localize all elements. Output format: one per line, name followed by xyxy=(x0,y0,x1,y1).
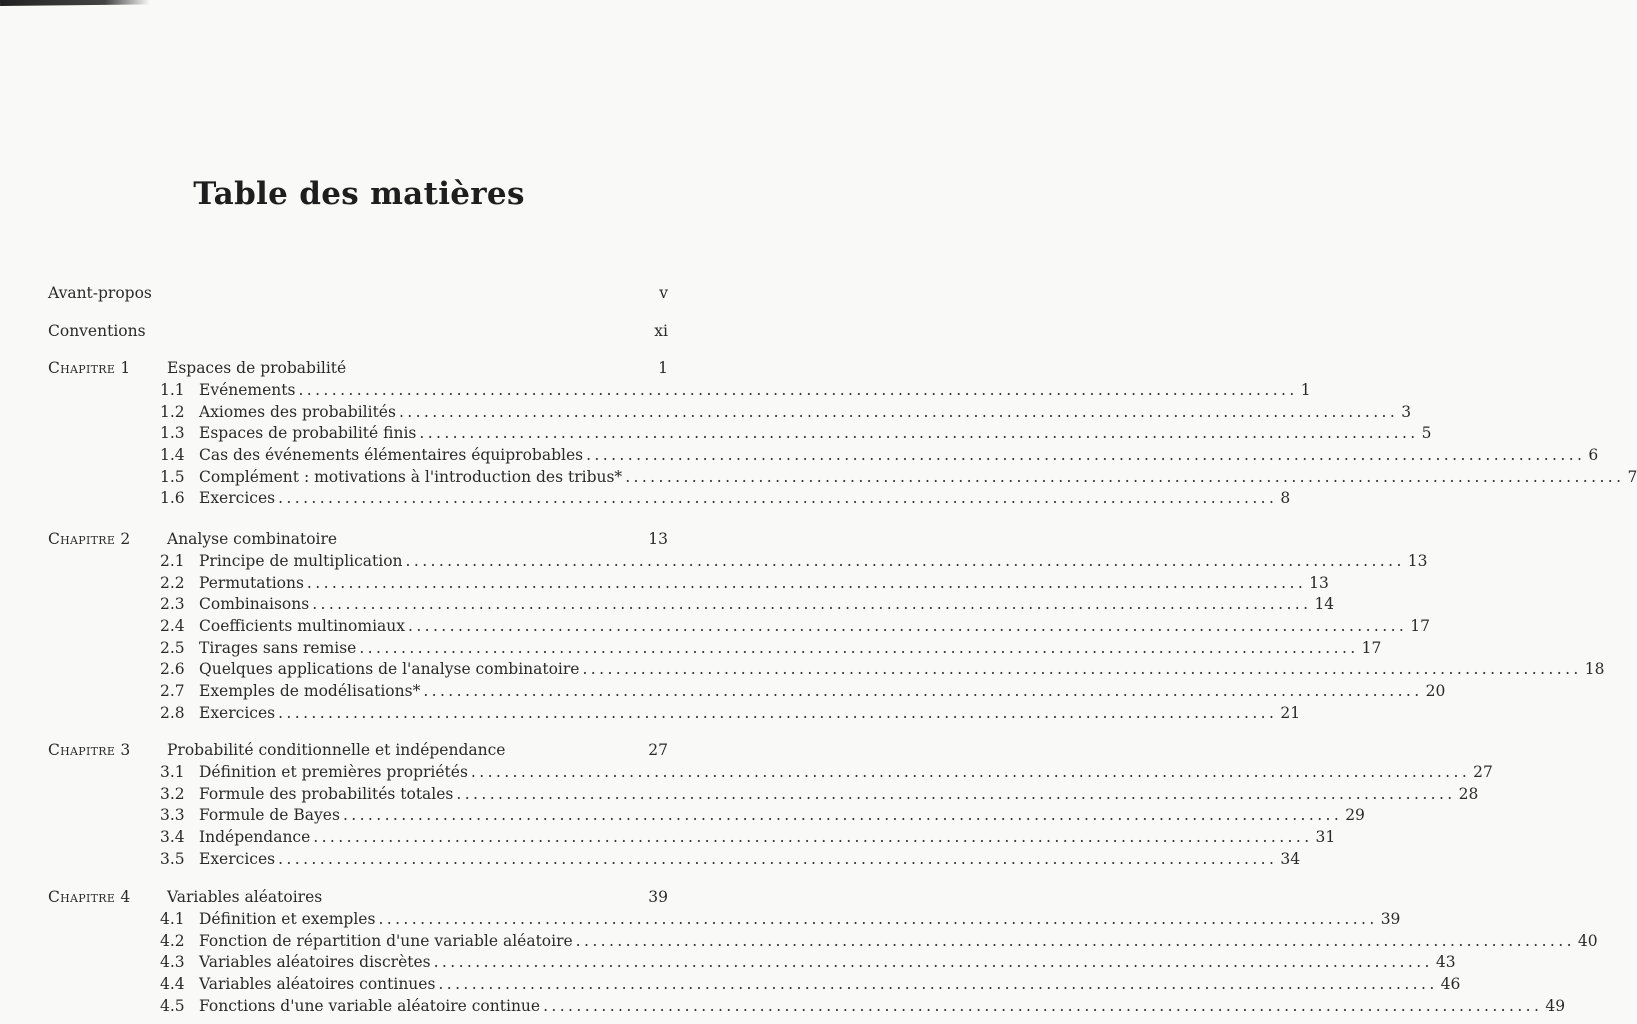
section-number: 1.2 xyxy=(160,402,185,421)
chapter-page: 13 xyxy=(648,530,668,548)
section-title: Exemples de modélisations* xyxy=(199,682,421,701)
chapter-header[interactable] xyxy=(48,530,668,552)
section-number: 2.6 xyxy=(160,660,185,679)
section-number: 3.4 xyxy=(160,828,185,847)
toc-section[interactable] xyxy=(160,806,1365,828)
section-number: 3.5 xyxy=(160,849,185,868)
section-page: 7 xyxy=(1627,467,1637,486)
dot-leader: ........................................................................................................................ xyxy=(543,996,1543,1015)
toc-section[interactable] xyxy=(160,682,1446,704)
section-number: 1.4 xyxy=(160,446,185,465)
dot-leader: ........................................................................................................................ xyxy=(438,975,1438,994)
scan-edge-mark xyxy=(0,0,150,6)
section-title: Complément : motivations à l'introduction des tribus* xyxy=(199,467,623,486)
chapter-header[interactable] xyxy=(48,359,668,381)
chapter-label: Chapitre 4 xyxy=(48,888,131,906)
section-page: 1 xyxy=(1300,381,1311,399)
section-title: Permutations xyxy=(199,573,304,592)
toc-section[interactable] xyxy=(160,975,1461,997)
section-number: 1.6 xyxy=(160,489,185,508)
chapter-header[interactable] xyxy=(48,888,668,910)
section-title: Axiomes des probabilités xyxy=(199,402,396,421)
chapter-1 xyxy=(48,359,1637,511)
toc-section[interactable] xyxy=(160,402,1412,425)
section-title: Définition et premières propriétés xyxy=(199,763,468,781)
dot-leader: ........................................................................................................................ xyxy=(312,595,1312,614)
toc-section[interactable] xyxy=(160,552,1428,574)
section-title: Principe de multiplication xyxy=(199,552,403,570)
section-title: Evénements xyxy=(199,381,296,399)
section-title: Cas des événements élémentaires équiprobables xyxy=(199,446,584,465)
section-page: 17 xyxy=(1361,638,1382,657)
section-page: 49 xyxy=(1545,996,1566,1015)
toc-section[interactable] xyxy=(160,996,1566,1019)
chapter-label: Chapitre 1 xyxy=(48,359,131,377)
section-number: 2.7 xyxy=(160,682,185,701)
toc-section[interactable] xyxy=(160,446,1599,468)
toc-section[interactable] xyxy=(160,595,1335,617)
chapter-title: Analyse combinatoire xyxy=(167,530,338,548)
chapter-page: 39 xyxy=(648,888,668,906)
dot-leader: ........................................................................................................................ xyxy=(456,784,1456,803)
dot-leader: ........................................................................................................................ xyxy=(405,552,1405,570)
section-number: 1.1 xyxy=(160,381,185,399)
toc-section[interactable] xyxy=(160,953,1456,975)
section-title: Formule de Bayes xyxy=(199,806,340,825)
section-page: 8 xyxy=(1280,489,1291,508)
dot-leader: ........................................................................................................................ xyxy=(278,703,1278,722)
toc-section[interactable] xyxy=(160,660,1605,682)
section-title: Exercices xyxy=(199,703,276,722)
dot-leader: ........................................................................................................................ xyxy=(625,467,1625,486)
dot-leader: ........................................................................................................................ xyxy=(313,828,1313,847)
dot-leader: ........................................................................................................................ xyxy=(408,617,1408,636)
section-page: 20 xyxy=(1425,682,1446,701)
section-title: Espaces de probabilité finis xyxy=(199,424,417,443)
toc-entry-conventions[interactable] xyxy=(48,322,668,340)
dot-leader: ........................................................................................................................ xyxy=(419,424,1419,443)
chapter-page: 1 xyxy=(658,359,668,377)
section-number: 2.2 xyxy=(160,573,185,592)
toc-section[interactable] xyxy=(160,424,1432,446)
section-title: Tirages sans remise xyxy=(199,638,357,657)
entry-title: Conventions xyxy=(48,322,146,340)
dot-leader: ........................................................................................................................ xyxy=(378,910,1378,928)
section-number: 2.1 xyxy=(160,552,185,570)
section-number: 3.2 xyxy=(160,784,185,803)
section-title: Indépendance xyxy=(199,828,311,847)
section-page: 31 xyxy=(1315,828,1336,847)
section-number: 2.8 xyxy=(160,703,185,722)
section-page: 17 xyxy=(1410,617,1430,636)
section-number: 4.4 xyxy=(160,975,185,994)
dot-leader: ........................................................................................................................ xyxy=(278,849,1278,868)
section-page: 21 xyxy=(1280,703,1301,722)
section-title: Fonctions d'une variable aléatoire continue xyxy=(199,996,541,1015)
section-page: 40 xyxy=(1577,931,1598,950)
chapter-4 xyxy=(48,888,1598,1018)
section-number: 3.1 xyxy=(160,763,185,781)
section-page: 43 xyxy=(1435,953,1456,972)
chapter-title: Espaces de probabilité xyxy=(167,359,347,377)
entry-page: v xyxy=(659,284,668,302)
dot-leader: ........................................................................................................................ xyxy=(470,763,1471,781)
chapter-title: Variables aléatoires xyxy=(167,888,323,906)
section-number: 1.5 xyxy=(160,467,185,486)
chapter-3 xyxy=(48,741,1493,871)
section-title: Définition et exemples xyxy=(199,910,376,928)
toc-section[interactable] xyxy=(160,573,1329,596)
toc-section[interactable] xyxy=(160,784,1479,807)
chapter-header[interactable] xyxy=(48,741,668,763)
toc-section[interactable] xyxy=(160,910,1401,932)
chapter-label: Chapitre 3 xyxy=(48,741,131,759)
section-title: Formule des probabilités totales xyxy=(199,784,454,803)
dot-leader: ........................................................................................................................ xyxy=(342,806,1343,825)
section-number: 4.2 xyxy=(160,931,185,950)
dot-leader: ........................................................................................................................ xyxy=(423,682,1423,701)
toc-section[interactable] xyxy=(160,849,1301,872)
section-number: 1.3 xyxy=(160,424,185,443)
dot-leader: ........................................................................................................................ xyxy=(398,402,1399,421)
section-page: 34 xyxy=(1280,849,1301,868)
section-number: 2.5 xyxy=(160,638,185,657)
page-title: Table des matières xyxy=(193,176,525,212)
dot-leader: ........................................................................................................................ xyxy=(433,953,1433,972)
section-page: 13 xyxy=(1407,552,1428,570)
section-title: Exercices xyxy=(199,489,276,508)
toc-section[interactable] xyxy=(160,638,1382,661)
section-title: Coefficients multinomiaux xyxy=(199,617,405,636)
dot-leader: ........................................................................................................................ xyxy=(586,446,1586,465)
section-number: 3.3 xyxy=(160,806,185,825)
toc-section[interactable] xyxy=(160,381,1311,403)
section-title: Fonction de répartition d'une variable aléatoire xyxy=(199,931,573,950)
section-number: 2.3 xyxy=(160,595,185,614)
section-title: Quelques applications de l'analyse combinatoire xyxy=(199,660,580,679)
dot-leader: ........................................................................................................................ xyxy=(278,489,1278,508)
section-page: 13 xyxy=(1309,573,1329,592)
toc-section[interactable] xyxy=(160,763,1493,785)
dot-leader: ........................................................................................................................ xyxy=(298,381,1298,399)
toc-section[interactable] xyxy=(160,617,1430,639)
section-page: 28 xyxy=(1458,784,1479,803)
dot-leader: ........................................................................................................................ xyxy=(582,660,1582,679)
section-page: 3 xyxy=(1401,402,1412,421)
section-page: 29 xyxy=(1345,806,1365,825)
dot-leader: ........................................................................................................................ xyxy=(306,573,1307,592)
toc-entry-avant-propos[interactable] xyxy=(48,284,668,302)
section-title: Exercices xyxy=(199,849,276,868)
chapter-page: 27 xyxy=(648,741,668,759)
section-number: 4.1 xyxy=(160,910,185,928)
toc-section[interactable] xyxy=(160,931,1598,954)
toc-section[interactable] xyxy=(160,703,1301,726)
chapter-label: Chapitre 2 xyxy=(48,530,131,548)
section-page: 27 xyxy=(1473,763,1493,781)
section-title: Variables aléatoires continues xyxy=(199,975,436,994)
entry-page: xi xyxy=(654,322,668,340)
section-number: 4.5 xyxy=(160,996,185,1015)
section-page: 5 xyxy=(1421,424,1432,443)
dot-leader: ........................................................................................................................ xyxy=(359,638,1359,657)
section-page: 14 xyxy=(1314,595,1335,614)
section-page: 6 xyxy=(1588,446,1599,465)
chapter-2 xyxy=(48,530,1605,726)
toc-section[interactable] xyxy=(160,467,1637,490)
section-title: Combinaisons xyxy=(199,595,310,614)
section-page: 39 xyxy=(1380,910,1401,928)
entry-title: Avant-propos xyxy=(48,284,152,302)
dot-leader: ........................................................................................................................ xyxy=(575,931,1575,950)
chapter-title: Probabilité conditionnelle et indépendance xyxy=(167,741,506,759)
section-page: 46 xyxy=(1440,975,1461,994)
section-page: 18 xyxy=(1584,660,1605,679)
section-title: Variables aléatoires discrètes xyxy=(199,953,431,972)
toc-section[interactable] xyxy=(160,828,1336,850)
section-number: 2.4 xyxy=(160,617,185,636)
section-number: 4.3 xyxy=(160,953,185,972)
toc-section[interactable] xyxy=(160,489,1291,511)
